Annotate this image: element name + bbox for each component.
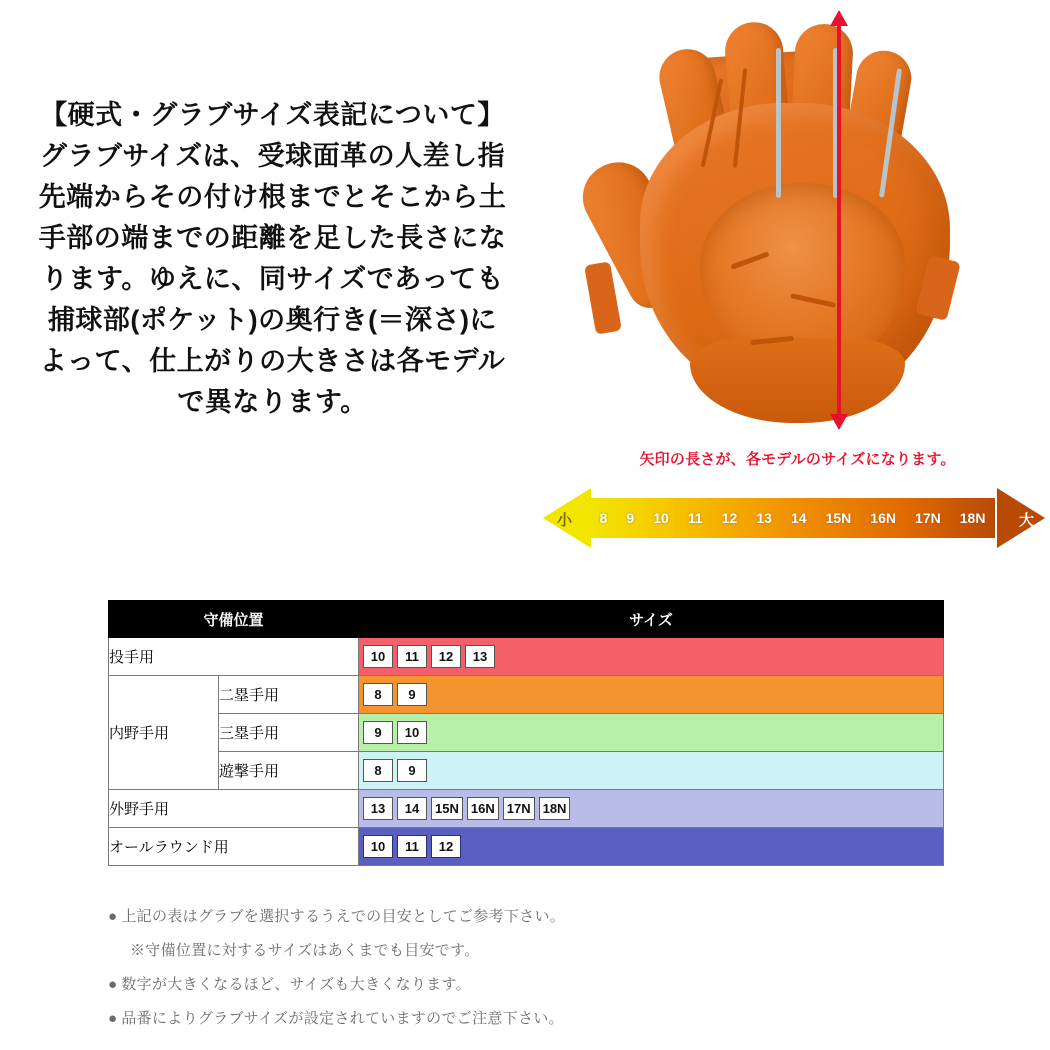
note-line <box>108 1002 908 1036</box>
chip-group <box>359 676 943 713</box>
scale-bar <box>590 498 995 538</box>
chip-group <box>359 828 943 865</box>
note-text: 上記の表はグラブを選択するうえでの目安としてご参考下さい。 <box>121 908 566 925</box>
description-line-8: で異なります。 <box>177 387 368 417</box>
description-line-6: 捕球部(ポケット)の奥行き(＝深さ)に <box>47 305 498 335</box>
scale-tick: 8 <box>599 510 608 526</box>
table-header-row <box>109 601 944 638</box>
scale-tick: 15N <box>825 510 852 526</box>
size-chip: 11 <box>397 645 427 668</box>
description-line-5: ります。ゆえに、同サイズであっても <box>41 264 504 294</box>
size-chip: 8 <box>363 683 393 706</box>
glove-heel <box>690 338 905 423</box>
size-measure-arrow <box>830 10 848 430</box>
note-text: 数字が大きくなるほど、サイズも大きくなります。 <box>121 976 471 993</box>
scale-tick: 9 <box>626 510 635 526</box>
table-row <box>109 714 944 752</box>
bullet-icon: ● <box>108 908 118 925</box>
size-chip: 9 <box>397 683 427 706</box>
scale-tick: 10 <box>653 510 669 526</box>
size-chip: 10 <box>397 721 427 744</box>
description-line-3: 先端からその付け根までとそこから土 <box>38 182 507 212</box>
row-subposition-shortstop: 遊撃手用 <box>219 752 359 790</box>
row-subposition-second: 二塁手用 <box>219 676 359 714</box>
description-line-2: グラブサイズは、受球面革の人差し指 <box>39 141 506 171</box>
row-subposition-third: 三塁手用 <box>219 714 359 752</box>
arrow-caption: 矢印の長さが、各モデルのサイズになります。 <box>639 451 956 468</box>
baseball-glove-image <box>580 8 1000 423</box>
size-chip: 12 <box>431 645 461 668</box>
size-chip: 10 <box>363 835 393 858</box>
row-sizes-allround <box>359 828 944 866</box>
scale-tick: 17N <box>915 510 941 526</box>
size-chip: 13 <box>363 797 393 820</box>
size-scale-arrow <box>540 488 1048 550</box>
row-position-infield: 内野手用 <box>109 676 219 790</box>
glove-figure <box>545 0 1050 440</box>
size-chip: 17N <box>503 797 535 820</box>
scale-tick: 16N <box>870 510 896 526</box>
scale-tick: 18N <box>959 510 986 526</box>
header-size: サイズ <box>359 601 944 638</box>
size-chip: 16N <box>467 797 499 820</box>
scale-tick: 14 <box>790 510 807 526</box>
size-chip: 8 <box>363 759 393 782</box>
description-block <box>0 95 545 423</box>
size-chip: 9 <box>363 721 393 744</box>
size-chip: 14 <box>397 797 427 820</box>
table-row <box>109 828 944 866</box>
scale-label-small: 小 <box>557 512 573 529</box>
bullet-icon: ● <box>108 1010 118 1027</box>
size-chip: 10 <box>363 645 393 668</box>
scale-tick: 13 <box>756 510 772 526</box>
notes-section <box>108 900 908 1036</box>
table-row <box>109 752 944 790</box>
chip-group <box>359 790 943 827</box>
row-position-pitcher: 投手用 <box>109 638 359 676</box>
note-line <box>108 968 908 1002</box>
size-chip: 13 <box>465 645 495 668</box>
row-sizes-third <box>359 714 944 752</box>
chip-group <box>359 752 943 789</box>
table-row <box>109 638 944 676</box>
glove-lace-light <box>776 48 781 198</box>
note-line <box>108 900 908 934</box>
chip-group <box>359 638 943 675</box>
arrow-shaft <box>837 20 841 420</box>
size-chip: 18N <box>539 797 571 820</box>
size-chip: 9 <box>397 759 427 782</box>
note-line <box>108 934 908 968</box>
chip-group <box>359 714 943 751</box>
size-table <box>108 600 944 866</box>
row-sizes-outfield <box>359 790 944 828</box>
scale-label-large: 大 <box>1018 512 1034 529</box>
size-chip: 15N <box>431 797 463 820</box>
note-text: 品番によりグラブサイズが設定されていますのでご注意下さい。 <box>121 1010 564 1027</box>
table-row <box>109 676 944 714</box>
scale-tick: 12 <box>721 510 738 526</box>
row-sizes-shortstop <box>359 752 944 790</box>
note-text: ※守備位置に対するサイズはあくまでも目安です。 <box>130 942 480 959</box>
row-position-allround: オールラウンド用 <box>109 828 359 866</box>
header-position: 守備位置 <box>109 601 359 638</box>
arrow-head-down-icon <box>830 414 848 430</box>
description-line-7: よって、仕上がりの大きさは各モデル <box>39 346 506 376</box>
table-row <box>109 790 944 828</box>
description-line-1: 【硬式・グラブサイズ表記について】 <box>40 100 505 130</box>
glove-strap <box>584 261 622 334</box>
size-chip: 11 <box>397 835 427 858</box>
description-line-4: 手部の端までの距離を足した長さにな <box>38 223 507 253</box>
scale-tick: 11 <box>687 510 703 526</box>
row-sizes-pitcher <box>359 638 944 676</box>
size-chip: 12 <box>431 835 461 858</box>
row-sizes-second <box>359 676 944 714</box>
row-position-outfield: 外野手用 <box>109 790 359 828</box>
bullet-icon: ● <box>108 976 118 993</box>
